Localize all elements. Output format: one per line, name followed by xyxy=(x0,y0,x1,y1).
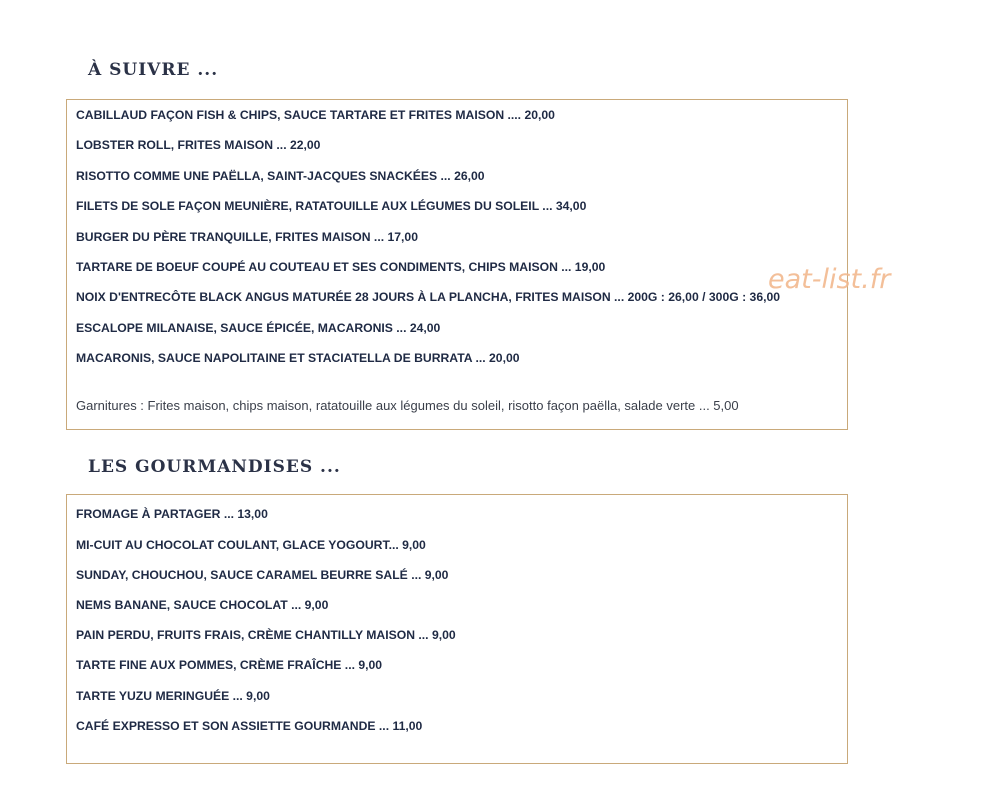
menu-item: FILETS DE SOLE FAÇON MEUNIÈRE, RATATOUILLE AUX LÉGUMES DU SOLEIL ... 34,00 xyxy=(76,199,587,213)
watermark: eat-list.fr xyxy=(768,264,891,295)
menu-item: ESCALOPE MILANAISE, SAUCE ÉPICÉE, MACARONIS ... 24,00 xyxy=(76,321,441,335)
menu-item: LOBSTER ROLL, FRITES MAISON ... 22,00 xyxy=(76,138,321,152)
menu-item: PAIN PERDU, FRUITS FRAIS, CRÈME CHANTILLY MAISON ... 9,00 xyxy=(76,628,456,642)
menu-item: TARTARE DE BOEUF COUPÉ AU COUTEAU ET SES CONDIMENTS, CHIPS MAISON ... 19,00 xyxy=(76,260,606,274)
menu-box-a-suivre xyxy=(66,99,848,430)
menu-item: TARTE FINE AUX POMMES, CRÈME FRAÎCHE ... 9,00 xyxy=(76,658,383,672)
menu-item: NOIX D'ENTRECÔTE BLACK ANGUS MATURÉE 28 JOURS À LA PLANCHA, FRITES MAISON ... 200G : 26,00 / 300G : 36,00 xyxy=(76,290,781,304)
menu-item: MACARONIS, SAUCE NAPOLITAINE ET STACIATELLA DE BURRATA ... 20,00 xyxy=(76,351,520,365)
menu-box-gourmandises xyxy=(66,494,848,764)
menu-item: CABILLAUD FAÇON FISH & CHIPS, SAUCE TARTARE ET FRITES MAISON .... 20,00 xyxy=(76,108,555,122)
menu-item: MI-CUIT AU CHOCOLAT COULANT, GLACE YOGOURT... 9,00 xyxy=(76,538,426,552)
menu-item: CAFÉ EXPRESSO ET SON ASSIETTE GOURMANDE ... 11,00 xyxy=(76,719,423,733)
section-title-gourmandises: LES GOURMANDISES ... xyxy=(88,457,341,477)
menu-item: NEMS BANANE, SAUCE CHOCOLAT ... 9,00 xyxy=(76,598,329,612)
menu-item: RISOTTO COMME UNE PAËLLA, SAINT-JACQUES SNACKÉES ... 26,00 xyxy=(76,169,485,183)
section-title-a-suivre: À SUIVRE ... xyxy=(88,60,219,80)
menu-item: BURGER DU PÈRE TRANQUILLE, FRITES MAISON ... 17,00 xyxy=(76,230,418,244)
menu-item: FROMAGE À PARTAGER ... 13,00 xyxy=(76,507,268,521)
menu-item: TARTE YUZU MERINGUÉE ... 9,00 xyxy=(76,689,270,703)
garnitures-note: Garnitures : Frites maison, chips maison, ratatouille aux légumes du soleil, risotto façon paëlla, salade verte ... 5,00 xyxy=(76,398,739,413)
menu-item: SUNDAY, CHOUCHOU, SAUCE CARAMEL BEURRE SALÉ ... 9,00 xyxy=(76,568,449,582)
